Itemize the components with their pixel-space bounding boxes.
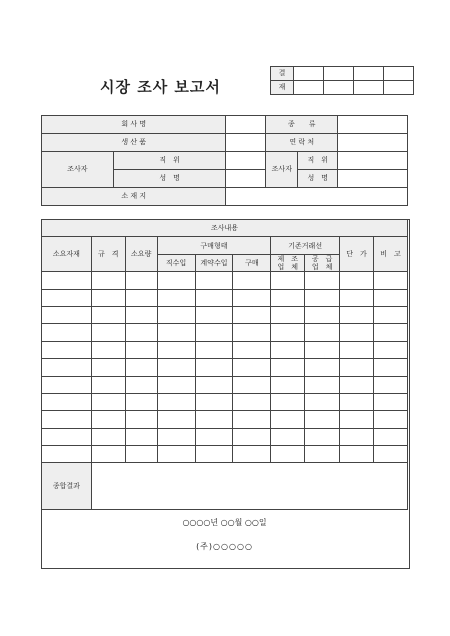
approval-sign-cell[interactable]	[294, 67, 324, 81]
table-cell[interactable]	[271, 272, 305, 289]
table-cell[interactable]	[374, 393, 408, 410]
table-row	[42, 428, 408, 445]
approval-label-bottom: 재	[271, 81, 294, 95]
table-cell[interactable]	[195, 272, 233, 289]
approval-sign-area[interactable]	[294, 81, 324, 95]
approval-label-top: 결	[271, 67, 294, 81]
col-header-quantity: 소요량	[125, 237, 157, 272]
table-cell[interactable]	[340, 306, 374, 323]
col-header-manufacturer	[271, 254, 305, 271]
investigator-label: 조사자	[266, 152, 298, 188]
table-cell[interactable]	[195, 428, 233, 445]
page-title: 시장 조사 보고서	[100, 78, 221, 96]
table-row	[42, 324, 408, 341]
table-cell[interactable]	[374, 289, 408, 306]
table-cell[interactable]	[157, 324, 195, 341]
table-cell[interactable]	[125, 428, 157, 445]
category-label: 종 류	[266, 116, 338, 134]
table-cell[interactable]	[42, 341, 92, 358]
product-field[interactable]	[226, 134, 266, 152]
table-row	[42, 359, 408, 376]
table-cell[interactable]	[42, 446, 92, 463]
approval-sign-cell[interactable]	[324, 67, 354, 81]
table-cell[interactable]	[305, 411, 340, 428]
investigator-name-field[interactable]	[338, 170, 408, 188]
table-cell[interactable]	[125, 289, 157, 306]
table-cell[interactable]	[340, 289, 374, 306]
manufacturer-line-2: 업 체	[277, 262, 298, 271]
col-header-purchase: 구매	[233, 254, 271, 271]
table-cell[interactable]	[91, 411, 125, 428]
table-cell[interactable]	[340, 359, 374, 376]
table-cell[interactable]	[157, 393, 195, 410]
table-cell[interactable]	[157, 411, 195, 428]
table-cell[interactable]	[271, 446, 305, 463]
table-cell[interactable]	[42, 376, 92, 393]
table-row	[42, 306, 408, 323]
table-cell[interactable]	[195, 411, 233, 428]
table-row	[42, 289, 408, 306]
table-cell[interactable]	[374, 376, 408, 393]
table-cell[interactable]	[157, 428, 195, 445]
name-label: 성 명	[298, 170, 338, 188]
investigator-position-field[interactable]	[338, 152, 408, 170]
table-cell[interactable]	[305, 359, 340, 376]
table-cell[interactable]	[233, 306, 271, 323]
table-cell[interactable]	[91, 324, 125, 341]
table-cell[interactable]	[91, 428, 125, 445]
summary-label: 종합결과	[42, 463, 92, 510]
investigator-name-field[interactable]	[226, 170, 266, 188]
table-cell[interactable]	[374, 411, 408, 428]
table-row	[42, 272, 408, 289]
table-cell[interactable]	[233, 428, 271, 445]
table-cell[interactable]	[125, 359, 157, 376]
table-cell[interactable]	[157, 446, 195, 463]
manufacturer-line-1: 제 조	[277, 254, 298, 263]
table-cell[interactable]	[305, 376, 340, 393]
info-table	[41, 115, 408, 206]
col-header-material: 소요자재	[42, 237, 92, 272]
table-cell[interactable]	[374, 272, 408, 289]
approval-sign-area[interactable]	[384, 81, 414, 95]
table-cell[interactable]	[125, 306, 157, 323]
company-signature: (주)○○○○○	[196, 541, 253, 551]
table-cell[interactable]	[233, 376, 271, 393]
table-cell[interactable]	[42, 393, 92, 410]
table-cell[interactable]	[374, 306, 408, 323]
table-cell[interactable]	[340, 428, 374, 445]
table-cell[interactable]	[157, 376, 195, 393]
category-field[interactable]	[338, 116, 408, 134]
table-cell[interactable]	[125, 446, 157, 463]
table-row	[42, 376, 408, 393]
table-cell[interactable]	[374, 341, 408, 358]
table-cell[interactable]	[157, 341, 195, 358]
company-name-label: 회 사 명	[42, 116, 226, 134]
table-cell[interactable]	[91, 376, 125, 393]
name-label: 성 명	[113, 170, 226, 188]
table-cell[interactable]	[125, 341, 157, 358]
table-cell[interactable]	[195, 324, 233, 341]
approval-sign-area[interactable]	[324, 81, 354, 95]
position-label: 직 위	[298, 152, 338, 170]
table-cell[interactable]	[42, 411, 92, 428]
table-cell[interactable]	[374, 324, 408, 341]
table-cell[interactable]	[233, 289, 271, 306]
location-label: 소 재 지	[42, 188, 226, 206]
table-cell[interactable]	[271, 341, 305, 358]
col-header-spec: 규 격	[91, 237, 125, 272]
table-row	[42, 341, 408, 358]
table-cell[interactable]	[374, 446, 408, 463]
table-cell[interactable]	[195, 376, 233, 393]
table-cell[interactable]	[42, 272, 92, 289]
table-cell[interactable]	[195, 341, 233, 358]
col-header-direct-import: 직수입	[157, 254, 195, 271]
table-cell[interactable]	[233, 411, 271, 428]
table-cell[interactable]	[340, 411, 374, 428]
table-cell[interactable]	[271, 428, 305, 445]
supplier-line-2: 업 체	[311, 262, 333, 271]
table-cell[interactable]	[305, 341, 340, 358]
table-cell[interactable]	[305, 428, 340, 445]
table-cell[interactable]	[125, 272, 157, 289]
table-cell[interactable]	[340, 324, 374, 341]
col-header-contract-import: 계약수입	[195, 254, 233, 271]
report-date: ○○○○년 ○○월 ○○일	[182, 517, 267, 527]
table-cell[interactable]	[233, 341, 271, 358]
table-cell[interactable]	[157, 289, 195, 306]
table-row	[42, 446, 408, 463]
table-cell[interactable]	[125, 324, 157, 341]
product-label: 생 산 품	[42, 134, 226, 152]
table-cell[interactable]	[91, 359, 125, 376]
approval-box	[270, 66, 414, 95]
table-cell[interactable]	[305, 289, 340, 306]
table-cell[interactable]	[271, 359, 305, 376]
table-cell[interactable]	[42, 289, 92, 306]
table-cell[interactable]	[233, 272, 271, 289]
table-cell[interactable]	[195, 306, 233, 323]
table-cell[interactable]	[195, 446, 233, 463]
company-name-field[interactable]	[226, 116, 266, 134]
table-cell[interactable]	[305, 393, 340, 410]
col-header-existing-trade: 기존거래선	[271, 237, 340, 254]
table-cell[interactable]	[91, 393, 125, 410]
table-cell[interactable]	[340, 341, 374, 358]
table-cell[interactable]	[195, 289, 233, 306]
table-cell[interactable]	[305, 446, 340, 463]
table-row	[42, 393, 408, 410]
table-cell[interactable]	[233, 324, 271, 341]
table-cell[interactable]	[340, 272, 374, 289]
table-cell[interactable]	[91, 341, 125, 358]
table-cell[interactable]	[42, 359, 92, 376]
location-field[interactable]	[226, 188, 408, 206]
supplier-line-1: 공 급	[311, 254, 333, 263]
col-header-purchase-type: 구매형태	[157, 237, 271, 254]
table-cell[interactable]	[271, 324, 305, 341]
table-cell[interactable]	[195, 359, 233, 376]
table-cell[interactable]	[233, 359, 271, 376]
table-cell[interactable]	[271, 289, 305, 306]
table-cell[interactable]	[157, 359, 195, 376]
investigator-label: 조사자	[42, 152, 114, 188]
col-header-unit-price: 단 가	[340, 237, 374, 272]
table-cell[interactable]	[125, 411, 157, 428]
table-cell[interactable]	[157, 306, 195, 323]
table-cell[interactable]	[91, 306, 125, 323]
table-cell[interactable]	[305, 324, 340, 341]
table-cell[interactable]	[42, 428, 92, 445]
approval-sign-cell[interactable]	[354, 67, 384, 81]
approval-sign-area[interactable]	[354, 81, 384, 95]
table-cell[interactable]	[340, 446, 374, 463]
position-label: 직 위	[113, 152, 226, 170]
table-cell[interactable]	[195, 393, 233, 410]
table-cell[interactable]	[374, 359, 408, 376]
contact-label: 연 락 처	[266, 134, 338, 152]
table-cell[interactable]	[91, 272, 125, 289]
table-cell[interactable]	[340, 393, 374, 410]
approval-sign-cell[interactable]	[384, 67, 414, 81]
table-cell[interactable]	[271, 411, 305, 428]
table-cell[interactable]	[374, 428, 408, 445]
table-cell[interactable]	[271, 306, 305, 323]
table-cell[interactable]	[42, 306, 92, 323]
table-cell[interactable]	[157, 272, 195, 289]
col-header-supplier	[305, 254, 340, 271]
table-cell[interactable]	[305, 306, 340, 323]
table-cell[interactable]	[271, 393, 305, 410]
contact-field[interactable]	[338, 134, 408, 152]
table-cell[interactable]	[91, 289, 125, 306]
section-title: 조사내용	[42, 220, 408, 237]
table-row	[42, 411, 408, 428]
survey-table	[41, 219, 408, 558]
table-cell[interactable]	[91, 446, 125, 463]
table-cell[interactable]	[233, 393, 271, 410]
table-cell[interactable]	[125, 376, 157, 393]
table-cell[interactable]	[233, 446, 271, 463]
summary-field[interactable]	[91, 463, 407, 510]
table-cell[interactable]	[125, 393, 157, 410]
investigator-position-field[interactable]	[226, 152, 266, 170]
table-cell[interactable]	[340, 376, 374, 393]
col-header-remarks: 비 고	[374, 237, 408, 272]
table-cell[interactable]	[42, 324, 92, 341]
table-cell[interactable]	[271, 376, 305, 393]
table-cell[interactable]	[305, 272, 340, 289]
